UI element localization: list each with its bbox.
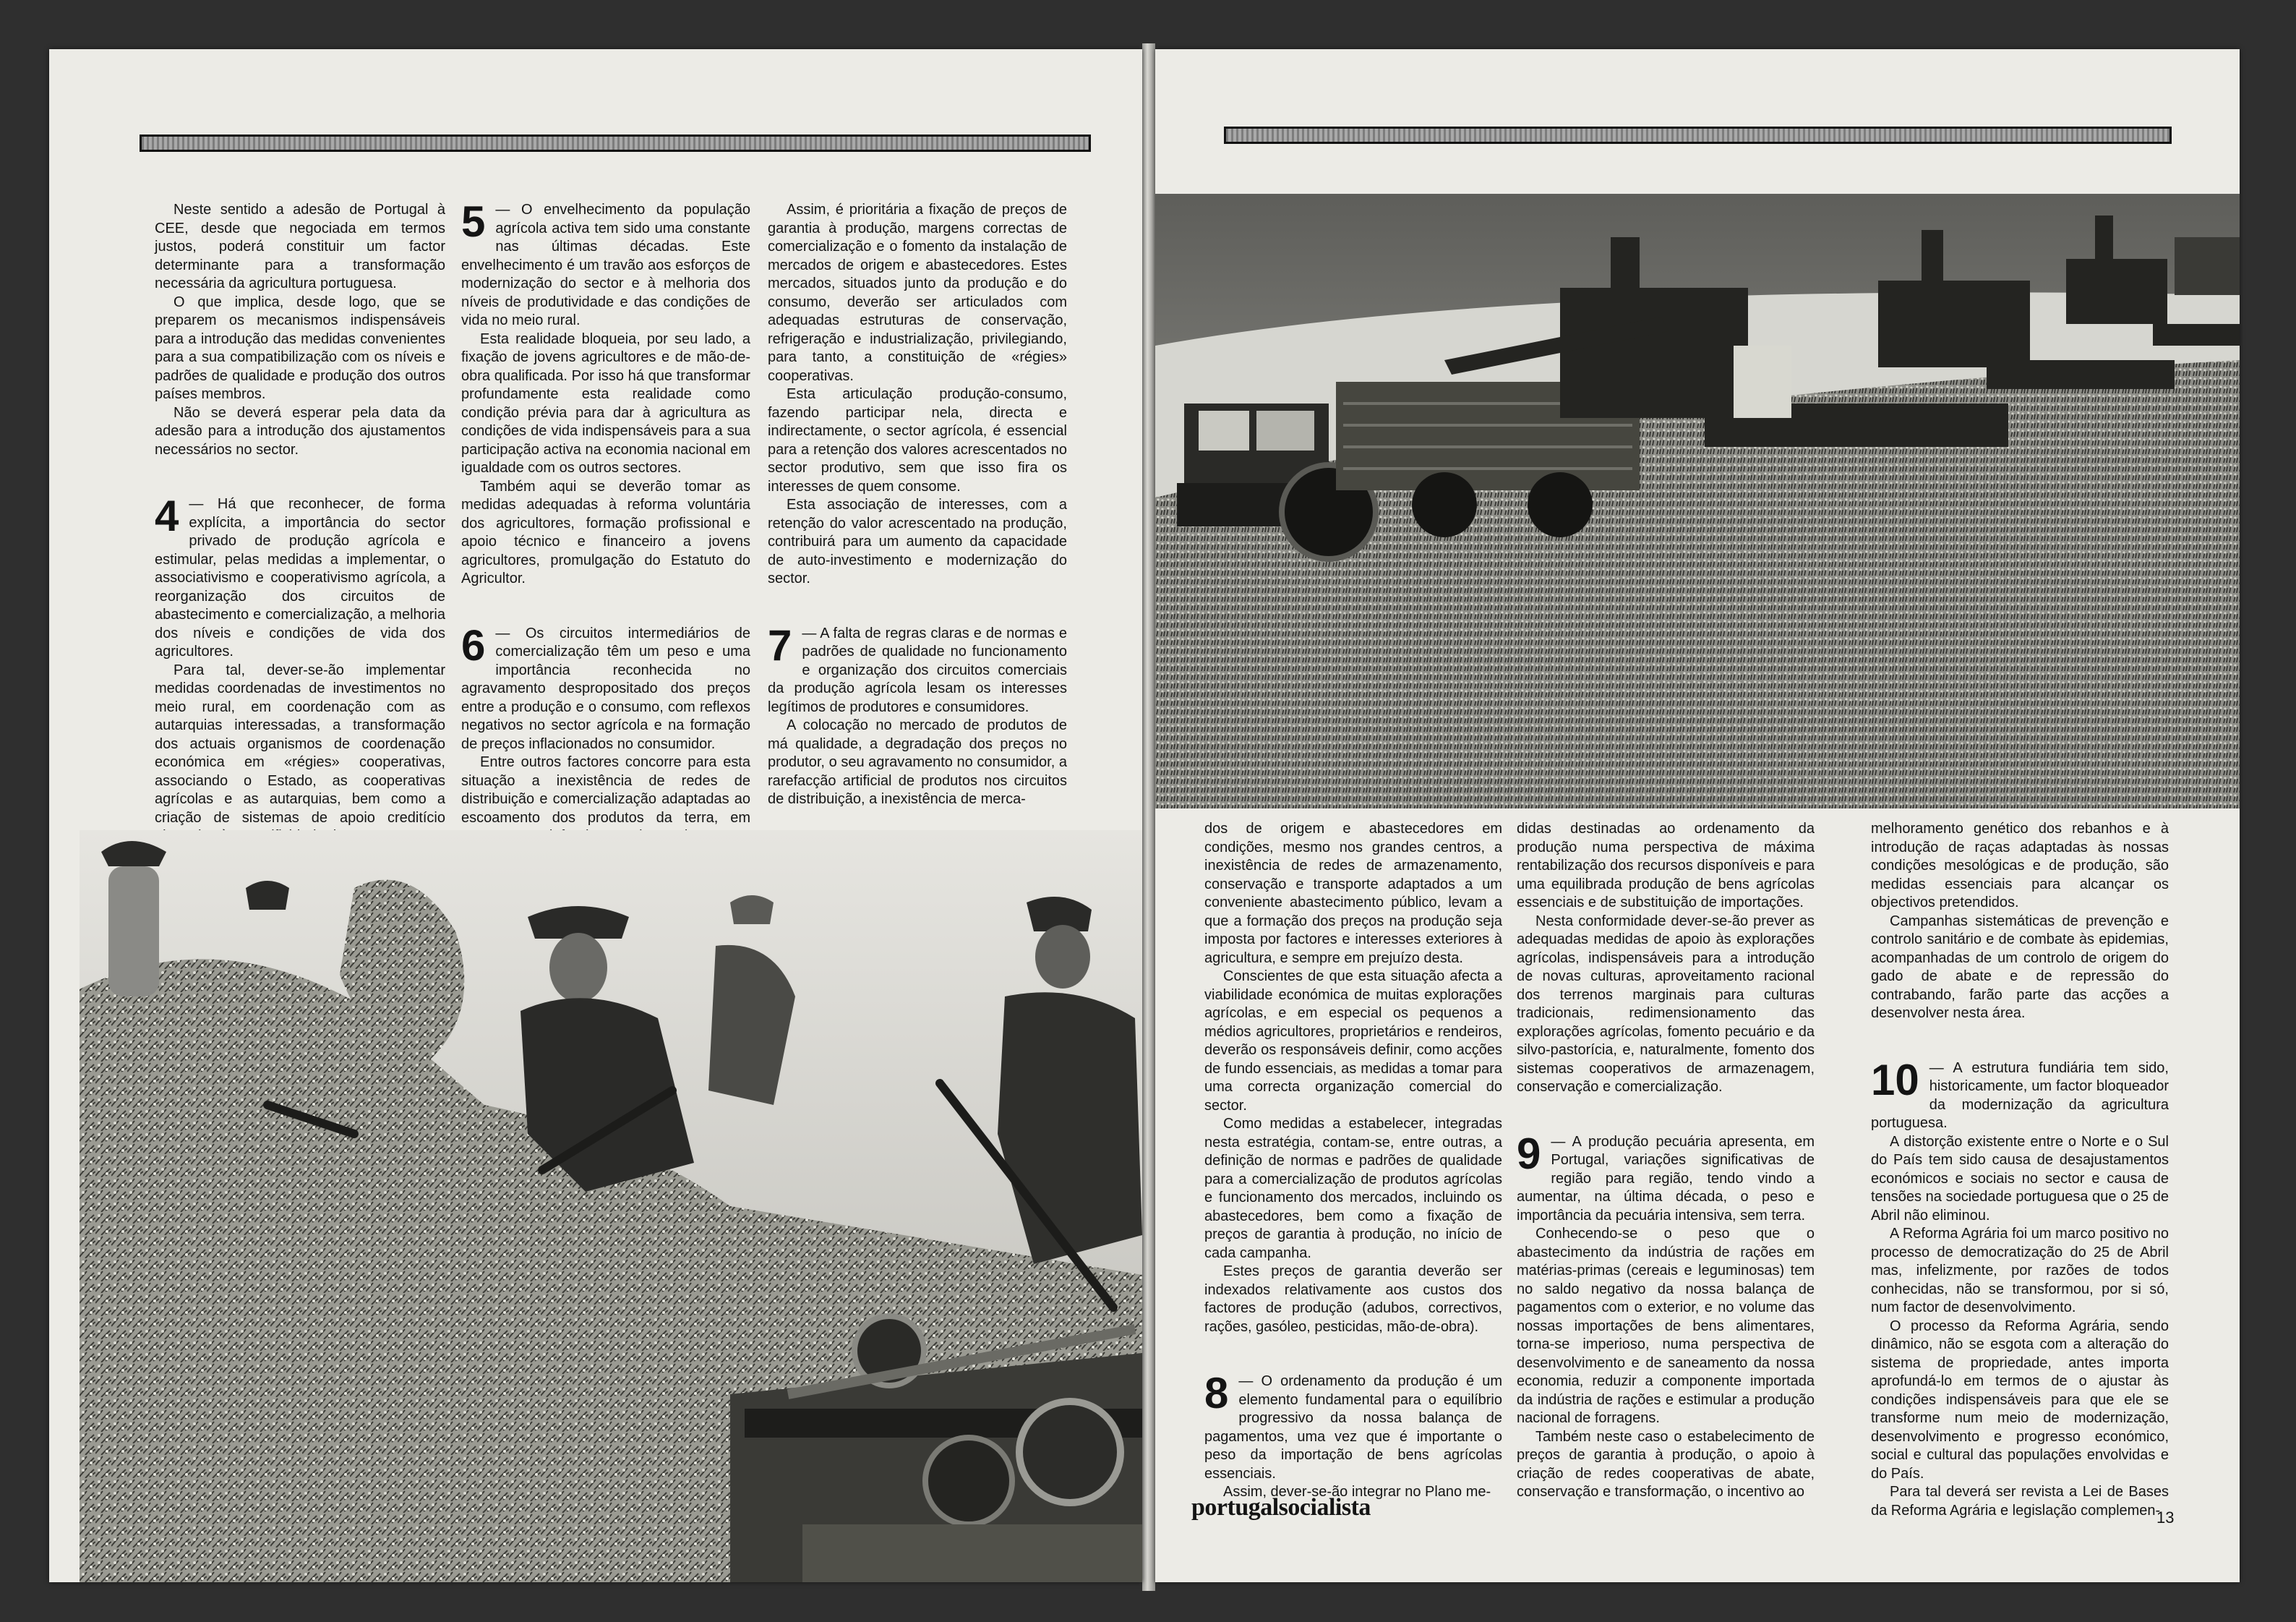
paragraph: Estes preços de garantia deverão ser indexados relativamente aos custos dos factores de produção (adubos, correctivos, rações, gasóleo, pesticidas, mão-de-obra). (1204, 1263, 1502, 1335)
paragraph: Entre outros factores concorre para esta situação a inexistência de redes de distribuição e comercialização adaptadas ao escoamento dos produtos da terra, em (461, 754, 750, 826)
paragraph: A Reforma Agrária foi um marco positivo no processo de democratização do 25 de Abril mas, infelizmente, por razões de todos conhecidas, não se transformou, por si só, num factor de desenvolvimento. (1871, 1226, 2169, 1315)
paragraph: Também aqui se deverão tomar as medidas adequadas à reforma voluntária dos agricultores, formação profissional e apoio técnico e financeiro a jovens agricultores, promulgação do Estatuto do Agricultor. (461, 478, 750, 586)
harvest-workers-photo (80, 830, 1142, 1582)
paragraph: A distorção existente entre o Norte e o Sul do País tem sido causa de desajustamentos económicos e sociais no sector e causa de tensões na sociedade portuguesa que o 25 de Abril não eliminou. (1871, 1133, 2169, 1224)
section-number: 4 (155, 492, 179, 540)
paragraph: — Há que reconhecer, de forma explícita, a importância do sector privado de produção agrícola e estimular, pelas medidas a implementar, o associativismo e cooperativismo agrícola, a reorganização dos circuitos de abastecimento e comercialização, a melhoria dos níveis e condições de vida dos agricultores. (155, 496, 445, 660)
paragraph: — A falta de regras claras e de normas e padrões de qualidade no funcionamento e organização dos circuitos comerciais da produção agrícola lesam os interesses legítimos de produtores e consumidores. (768, 625, 1067, 715)
section-number: 9 (1517, 1129, 1541, 1178)
paragraph: — A estrutura fundiária tem sido, historicamente, um factor bloqueador da modernização da agricultura portuguesa. (1871, 1059, 2169, 1131)
paragraph: Conhecendo-se o peso que o abastecimento da indústria de rações em matérias-primas (cereais e leguminosas) tem no saldo negativo da nossa balança de pagamentos com o exterior, e no volume das nossas importações de bens alimentares, torna-se imperioso, numa perspectiva de desenvolvimento e de saneamento da nossa economia, reduzir a componente importada da indústria de rações e estimular a produção nacional de forragens. (1517, 1226, 1815, 1426)
paragraph: A colocação no mercado de produtos de má qualidade, a degradação dos preços no produtor, o seu agravamento no consumidor, a rarefacção artificial de produtos nos circuitos de distribuição, a inexistência de merca- (768, 717, 1067, 807)
paragraph: — A produção pecuária apresenta, em Portugal, variações significativas de região para região, tendo vindo a aumentar, na última década, o peso e importância da pecuária intensiva, sem terra. (1517, 1133, 1815, 1224)
paragraph: Esta associação de interesses, com a retenção do valor acrescentado na produção, contribuirá para um aumento da capacidade de auto-investimento e modernização do sector. (768, 497, 1067, 586)
section-number: 5 (461, 197, 486, 246)
left-column-2 (461, 197, 750, 864)
section-number: 7 (768, 620, 792, 670)
section-6 (461, 620, 750, 865)
paragraph: Conscientes de que esta situação afecta a viabilidade económica de muitas explorações agrícolas, e em especial os pequenos a médios agricultores, proprietários e rendeiros, deverão os responsáveis definir, como acções de fundo essenciais, as medidas a tomar para uma correcta organização comercial do sector. (1204, 968, 1502, 1114)
paragraph: Nesta conformidade dever-se-ão prever as adequadas medidas de apoio às explorações agrícolas, indispensáveis para a introdução de novas culturas, aproveitamento racional dos terrenos marginais para culturas tradicionais, redimensionamento das explorações agrícolas, fomento pecuário e da silvo-pastorícia, e, naturalmente, fomento dos sistemas cooperativos de armazenagem, conservação e comercialização. (1517, 913, 1815, 1095)
paragraph: Neste sentido a adesão de Portugal à CEE, desde que negociada em termos justos, poderá constituir um factor determinante para a transformação necessária da agricultura portuguesa. (155, 202, 445, 291)
paragraph: — O ordenamento da produção é um elemento fundamental para o equilíbrio progressivo da nossa balança de pagamentos, uma vez que é importante o peso da importação de bens agrícolas essenciais. (1204, 1373, 1502, 1482)
section-number: 6 (461, 620, 486, 670)
section-7 (768, 620, 1067, 809)
paragraph: didas destinadas ao ordenamento da produção numa perspectiva de máxima rentabilização dos recursos disponíveis e para uma equilibrada produção de bens agrícolas essenciais e de substituição de importações. (1517, 821, 1815, 910)
right-column-1 (1204, 820, 1502, 1502)
left-page (49, 49, 1142, 1582)
paragraph: O que implica, desde logo, que se preparem os mecanismos indispensáveis para a introdução das medidas convenientes para a sua compatibilização com os níveis e padrões de qualidade e produção dos outros países membros. (155, 294, 445, 402)
paragraph: — Os circuitos intermediários de comercialização têm um peso e uma importância reconhecida no agravamento despropositado dos preços entre a produção e o consumo, com reflexos negativos no sector agrícola e na formação de preços inflacionados no consumidor. (461, 625, 750, 752)
right-column-2 (1517, 820, 1815, 1502)
paragraph: melhoramento genético dos rebanhos e à introdução de raças adaptadas às nossas condições mesológicas e de produção, são medidas essenciais para alcançar os objectivos pretendidos. (1871, 821, 2169, 910)
paragraph: Assim, é prioritária a fixação de preços de garantia à produção, margens correctas de comercialização e o fomento da instalação de mercados de origem e abastecedores. Estes mercados, situados junto da produção e do consumo, deverão ser articulados com adequadas estruturas de conservação, refrigeração e industrialização, privilegiando, para tanto, a constituição de «régies» cooperativas. (768, 202, 1067, 384)
section-10 (1871, 1055, 2169, 1521)
top-rule (1224, 127, 2172, 144)
paragraph: dos de origem e abastecedores em condições, mesmo nos grandes centros, a inexistência de redes de armazenamento, conservação e transporte adaptados a um conveniente abastecimento público, levam a que a formação dos preços na produção seja imposta por factores e interesses exteriores à agricultura, e sempre em prejuízo desta. (1204, 821, 1502, 966)
paragraph: O processo da Reforma Agrária, sendo dinâmico, não se esgota com a alteração do sistema de propriedade, antes importa aprofundá-lo em termos de o ajustar às condições indispensáveis para que ele se transforme num meio de modernização, desenvolvimento e progresso económico, social e cultural das populações envolvidas e do País. (1871, 1318, 2169, 1482)
section-5 (461, 197, 750, 589)
left-column-1 (155, 201, 445, 846)
combine-harvesters-photo (1155, 194, 2240, 808)
paragraph: Esta realidade bloqueia, por seu lado, a fixação de jovens agricultores e de mão-de-obra qualificada. Por isso há que transformar profundamente esta realidade como condição prévia para dar à agricultura as condições de vida indispensáveis para a sua participação activa na economia nacional em igualdade com os outros sectores. (461, 330, 750, 476)
paragraph: Como medidas a estabelecer, integradas nesta estratégia, contam-se, entre outras, a definição de normas e padrões de qualidade para a comercialização de produtos agrícolas e funcionamento dos mercados, incluindo os abastecedores, bem como a fixação de preços de garantia à produção, no início de cada campanha. (1204, 1116, 1502, 1261)
page-number: 13 (2156, 1508, 2175, 1527)
paragraph: Esta articulação produção-consumo, fazendo participar nela, directa e indirectamente, o sector agrícola, é essencial para a retenção dos valores acrescentados no sector produtivo, sem que isso fira os interesses de quem consome. (768, 386, 1067, 495)
paragraph: Assim, dever-se-ão integrar no Plano me- (1223, 1484, 1491, 1500)
paragraph: Para tal deverá ser revista a Lei de Bases da Reforma Agrária e legislação complemen- (1871, 1484, 2169, 1519)
left-column-3 (768, 201, 1067, 809)
section-number: 8 (1204, 1369, 1229, 1417)
section-number: 10 (1871, 1055, 1919, 1104)
section-8 (1204, 1369, 1502, 1502)
magazine-spine (1142, 43, 1155, 1591)
section-9 (1517, 1129, 1815, 1502)
section-4 (155, 492, 445, 846)
top-rule (140, 135, 1091, 152)
paragraph: Também neste caso o estabelecimento de preços de garantia à produção, o apoio à criação de redes cooperativas de abate, conservação e transformação, o incentivo ao (1517, 1428, 1815, 1500)
paragraph: Não se deverá esperar pela data da adesão para a introdução dos ajustamentos necessários no sector. (155, 404, 445, 458)
magazine-masthead: portugalsocialista (1191, 1494, 1371, 1521)
paragraph: — O envelhecimento da população agrícola activa tem sido uma constante nas últimas décadas. Este envelhecimento é um travão aos esforços de modernização do sector e à melhoria dos níveis de produtividade e das condições de vida no meio rural. (461, 202, 750, 328)
paragraph: Campanhas sistemáticas de prevenção e controlo sanitário e de combate às epidemias, acompanhadas de um controlo de origem do gado de abate e de repressão do contrabando, farão parte das acções a desenvolver nesta área. (1871, 913, 2169, 1021)
right-column-3 (1871, 820, 2169, 1520)
paragraph: Para tal, dever-se-ão implementar medidas coordenadas de investimentos no meio rural, em coordenação com as autarquias interessadas, a transformação dos actuais organismos de coordenação económica em «régies» cooperativas, associando o Estado, as cooperativas agrícolas e as autarquias, bem como a criação de sistemas de apoio creditício (155, 662, 445, 826)
right-page (1155, 49, 2240, 1582)
